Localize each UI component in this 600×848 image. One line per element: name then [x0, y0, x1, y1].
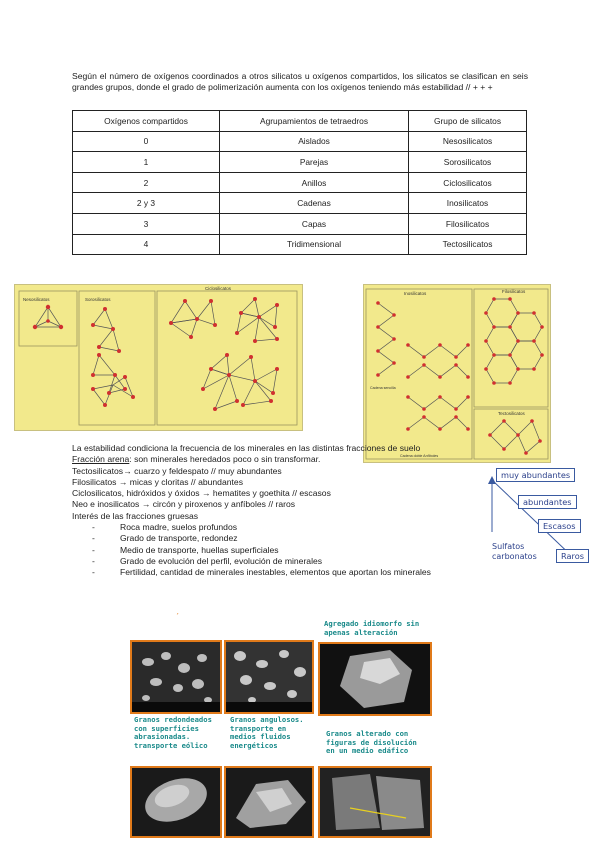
table-cell: Ciclosilicatos — [409, 172, 527, 193]
table-cell: Anillos — [220, 172, 409, 193]
list-item: - Grado de evolución del perfil, evolución de minerales — [120, 556, 482, 567]
label-single-chain: Cadena sencilla — [370, 386, 396, 390]
coarse-fraction-heading: Interés de las fracciones gruesas — [72, 510, 199, 521]
table-cell: 2 y 3 — [73, 193, 220, 214]
list-item: - Medio de transporte, huellas superficiales — [120, 545, 482, 556]
scale-note: Sulfatos carbonatos — [492, 542, 537, 561]
list-item: - Grado de transporte, redondez — [120, 533, 482, 544]
photo-image — [132, 642, 220, 712]
caption-rounded-grains: Granos redondeados con superficies abrasionadas. transporte eólico — [134, 715, 212, 750]
tetrahedra-diagram-left — [15, 285, 302, 430]
photo-image — [132, 768, 220, 836]
label-ciclosilicatos: Ciclosilicatos — [205, 286, 232, 291]
table-cell: 1 — [73, 152, 220, 173]
sand-fraction-paragraph — [72, 454, 482, 465]
label-double-chain: Cadena doble Anfíboles — [400, 454, 439, 458]
photo-rounded-grain-closeup — [130, 766, 222, 838]
coarse-fraction-list — [72, 522, 482, 578]
photo-angular-grain-closeup — [224, 766, 314, 838]
scale-raros: Raros — [556, 549, 589, 563]
tectosilicates-line: Tectosilicatos→ cuarzo y feldespato // muy abundantes — [72, 465, 282, 476]
table-cell: Sorosilicatos — [409, 152, 527, 173]
table-cell: Tridimensional — [220, 234, 409, 255]
list-item: - Fertilidad, cantidad de minerales inestables, elementos que aportan los minerales — [120, 567, 482, 578]
scale-muy-abundantes: muy abundantes — [496, 468, 575, 482]
caption-angular-grains: Granos angulosos. transporte en medios fluidos energéticos — [230, 715, 304, 750]
photo-image — [320, 644, 430, 714]
table-cell: Nesosilicatos — [409, 131, 527, 152]
photo-rounded-grains-2 — [224, 640, 314, 714]
photo-rounded-grains-1 — [130, 640, 222, 714]
table-row — [73, 193, 527, 214]
label-tectosilicatos: Tectosilicatos — [498, 411, 525, 416]
table-cell: 2 — [73, 172, 220, 193]
silicate-structures-figure-left — [14, 284, 303, 431]
table-row — [73, 152, 527, 173]
table-cell: Parejas — [220, 152, 409, 173]
phyllosilicates-line: Filosilicatos → micas y cloritas // abundantes — [72, 476, 243, 487]
table-row — [73, 131, 527, 152]
photo-altered-grain — [318, 766, 432, 838]
photo-image — [226, 768, 312, 836]
label-filosilicatos: Filosilicatos — [502, 289, 526, 294]
decorative-mark: ˊ — [176, 612, 179, 622]
header-groupings: Agrupamientos de tetraedros — [220, 111, 409, 132]
table-cell: Cadenas — [220, 193, 409, 214]
photo-image — [320, 768, 430, 836]
body-text — [72, 443, 482, 579]
photo-image — [226, 642, 312, 712]
abundance-scale — [488, 462, 600, 582]
scale-abundantes: abundantes — [518, 495, 577, 509]
table-cell: Inosilicatos — [409, 193, 527, 214]
cyclosilicates-line: Ciclosilicatos, hidróxidos y óxidos → hematites y goethita // escasos — [72, 488, 331, 499]
table-cell: Capas — [220, 213, 409, 234]
caption-idiomorph: Agregado idiomorfo sin apenas alteración — [324, 619, 420, 637]
table-header-row — [73, 111, 527, 132]
table-row — [73, 234, 527, 255]
table-cell: 4 — [73, 234, 220, 255]
list-item: - Roca madre, suelos profundos — [120, 522, 482, 533]
label-nesosilicatos: Nesosilicatos — [23, 297, 50, 302]
silicates-table — [72, 110, 527, 255]
neo-inosilicates-line: Neo e inosilicatos → circón y piroxenos y anfíboles // raros — [72, 499, 296, 510]
table-cell: Filosilicatos — [409, 213, 527, 234]
photo-idiomorph-aggregate — [318, 642, 432, 716]
silicate-structures-figure-right — [363, 284, 551, 463]
table-cell: 0 — [73, 131, 220, 152]
sand-fraction-text: : son minerales heredados poco o sin transformar. — [129, 454, 321, 465]
caption-altered-grains: Granos alterado con figuras de disolución en un medio edáfico — [326, 729, 417, 756]
table-cell: 3 — [73, 213, 220, 234]
stability-paragraph: La estabilidad condiciona la frecuencia de los minerales en las distintas fracciones de suelo — [72, 443, 421, 453]
intro-paragraph: Según el número de oxígenos coordinados a otros silicatos u oxígenos compartidos, los silicatos se clasifican en seis grandes grupos, donde el grado de polimerización aumenta con los oxígenos teniendo más estabilidad // + + + — [72, 71, 528, 92]
tetrahedra-diagram-right — [364, 285, 550, 462]
table-row — [73, 213, 527, 234]
label-inosilicatos: Inosilicatos — [404, 291, 427, 296]
scale-escasos: Escasos — [538, 519, 581, 533]
table-cell: Aislados — [220, 131, 409, 152]
label-sorosilicatos: Sorosilicatos — [85, 297, 111, 302]
sand-fraction-label: Fracción arena — [72, 454, 130, 465]
header-oxygens: Oxígenos compartidos — [73, 111, 220, 132]
header-group: Grupo de silicatos — [409, 111, 527, 132]
table-row — [73, 172, 527, 193]
table-cell: Tectosilicatos — [409, 234, 527, 255]
